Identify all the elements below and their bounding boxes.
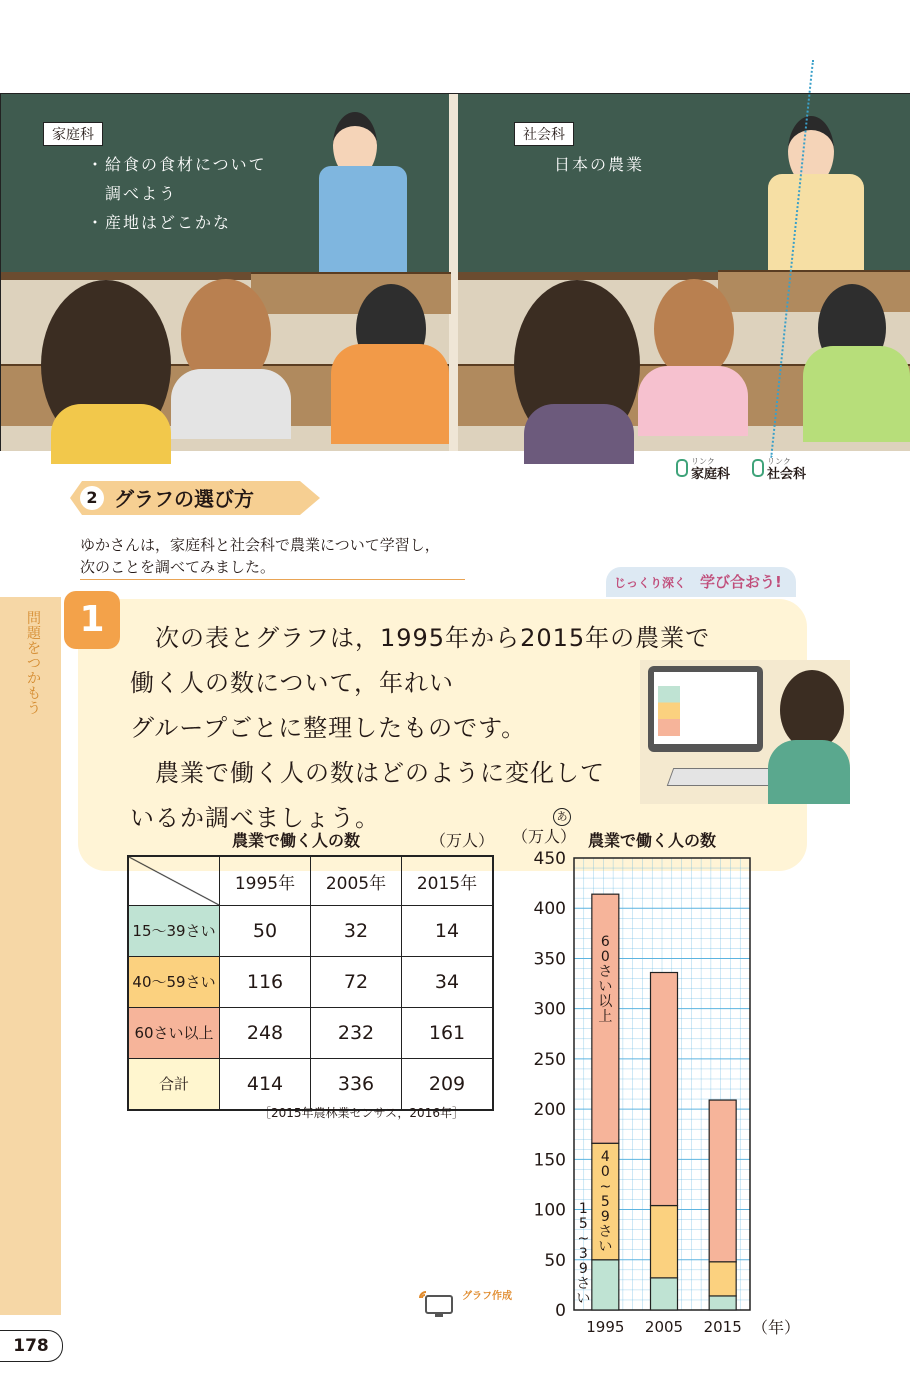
y-tick-label: 150 <box>533 1150 566 1171</box>
screen-table-icon <box>658 686 680 736</box>
learning-badge-right: 学び合おう! <box>700 573 782 591</box>
table-col-header: 2015年 <box>402 856 494 906</box>
student-striped-shirt <box>171 369 291 439</box>
table-col-header: 1995年 <box>220 856 311 906</box>
series-label: 6 0 さい以上 <box>598 934 613 1026</box>
row-header: 60さい以上 <box>128 1008 220 1059</box>
data-table <box>127 855 494 1111</box>
student2-pink-shirt <box>638 366 748 436</box>
y-tick-label: 50 <box>544 1250 566 1271</box>
chart-y-unit: （万人） <box>512 827 577 846</box>
table-cell: 50 <box>220 906 311 957</box>
row-header: 40～59さい <box>128 957 220 1008</box>
table-row <box>128 1008 493 1059</box>
section-number: 2 <box>80 486 104 510</box>
graph-tool-label[interactable]: グラフ作成 <box>462 1291 512 1302</box>
series-label: 4 0 ~ 5 9 さい <box>598 1149 613 1256</box>
girl-green-shirt <box>768 740 850 804</box>
paperclip-icon <box>752 459 764 477</box>
y-tick-label: 400 <box>533 899 566 920</box>
y-tick-label: 200 <box>533 1100 566 1121</box>
y-tick-label: 300 <box>533 999 566 1020</box>
bar-segment <box>709 1296 736 1310</box>
table-cell: 116 <box>220 957 311 1008</box>
table-cell: 232 <box>311 1008 402 1059</box>
intro-text: ゆかさんは，家庭科と社会科で農業について学習し， 次のことを調べてみました。 <box>80 536 440 576</box>
intro-underline <box>80 579 465 580</box>
table-cell: 336 <box>311 1059 402 1111</box>
table-cell: 34 <box>402 957 494 1008</box>
girl-at-computer <box>780 670 844 750</box>
right-board-text: 日本の農業 <box>554 155 645 174</box>
stacked-bar-chart <box>510 840 801 1350</box>
table-cell: 209 <box>402 1059 494 1111</box>
student-yellow-shirt <box>51 404 171 464</box>
x-tick-label: 1995 <box>586 1318 625 1336</box>
home-economics-panel <box>1 94 449 451</box>
table-cell: 14 <box>402 906 494 957</box>
table-corner <box>128 856 220 906</box>
row-header: 合計 <box>128 1059 220 1111</box>
y-tick-label: 0 <box>555 1301 566 1321</box>
paperclip-icon <box>676 459 688 477</box>
link-home-economics[interactable]: リンク 家庭科 <box>676 455 730 481</box>
chart-title: 農業で働く人の数 <box>588 831 717 850</box>
y-tick-label: 450 <box>533 849 566 869</box>
y-tick-label: 350 <box>533 949 566 970</box>
bar-segment <box>709 1100 736 1262</box>
x-tick-label: 2015 <box>703 1318 742 1336</box>
table-cell: 72 <box>311 957 402 1008</box>
learning-badge-left: じっくり深く <box>614 576 687 590</box>
bar-segment <box>709 1262 736 1296</box>
student-orange-hoodie <box>331 344 449 444</box>
table-row <box>128 1059 493 1111</box>
student2-purple-top <box>524 404 634 464</box>
problem-number: 1 <box>64 591 120 649</box>
table-source: ［2015年農林業センサス，2016年］ <box>259 1106 464 1120</box>
chart-marker: あ <box>553 808 571 826</box>
left-board-text: ・給食の食材について 調べよう ・産地はどこかな <box>87 155 267 232</box>
page-number: 178 <box>0 1330 63 1362</box>
table-title: 農業で働く人の数 <box>232 831 361 850</box>
table-col-header: 2005年 <box>311 856 402 906</box>
table-unit: （万人） <box>430 831 495 850</box>
right-subject-label: 社会科 <box>514 122 574 146</box>
series-label: 1 5 ~ 3 9 さい <box>576 1201 591 1307</box>
bar-segment <box>651 1206 678 1278</box>
student2-girl-brown <box>654 279 734 379</box>
side-tab-label: 問題をつかもう <box>27 611 41 717</box>
x-axis-label: （年） <box>752 1318 801 1337</box>
bar-segment <box>651 973 678 1206</box>
bar-segment <box>651 1278 678 1310</box>
y-tick-label: 100 <box>533 1200 566 1221</box>
computer-illustration <box>640 660 850 804</box>
section-title: グラフの選び方 <box>114 487 254 511</box>
teacher2-body <box>768 174 864 284</box>
graph-tool-icon[interactable] <box>418 1290 458 1324</box>
student2-green-shirt <box>803 346 910 442</box>
table-cell: 161 <box>402 1008 494 1059</box>
table-row <box>128 906 493 957</box>
left-subject-label: 家庭科 <box>43 122 103 146</box>
x-tick-label: 2005 <box>644 1318 684 1336</box>
table-row <box>128 957 493 1008</box>
table-cell: 414 <box>220 1059 311 1111</box>
table-cell: 32 <box>311 906 402 957</box>
y-tick-label: 250 <box>533 1049 566 1070</box>
table-cell: 248 <box>220 1008 311 1059</box>
classroom-illustration <box>0 93 910 451</box>
row-header: 15～39さい <box>128 906 220 957</box>
problem-text: 次の表とグラフは，1995年から2015年の農業で 働く人の数について，年れい グループごとに整理したものです。 農業で働く人の数はどのように変化して いるか調べましょう。 <box>130 624 711 832</box>
teacher-body <box>319 166 407 286</box>
bar-segment <box>592 1260 619 1310</box>
social-studies-panel <box>458 94 910 451</box>
monitor-icon <box>418 1290 458 1320</box>
link-social-studies[interactable]: リンク 社会科 <box>752 455 806 481</box>
